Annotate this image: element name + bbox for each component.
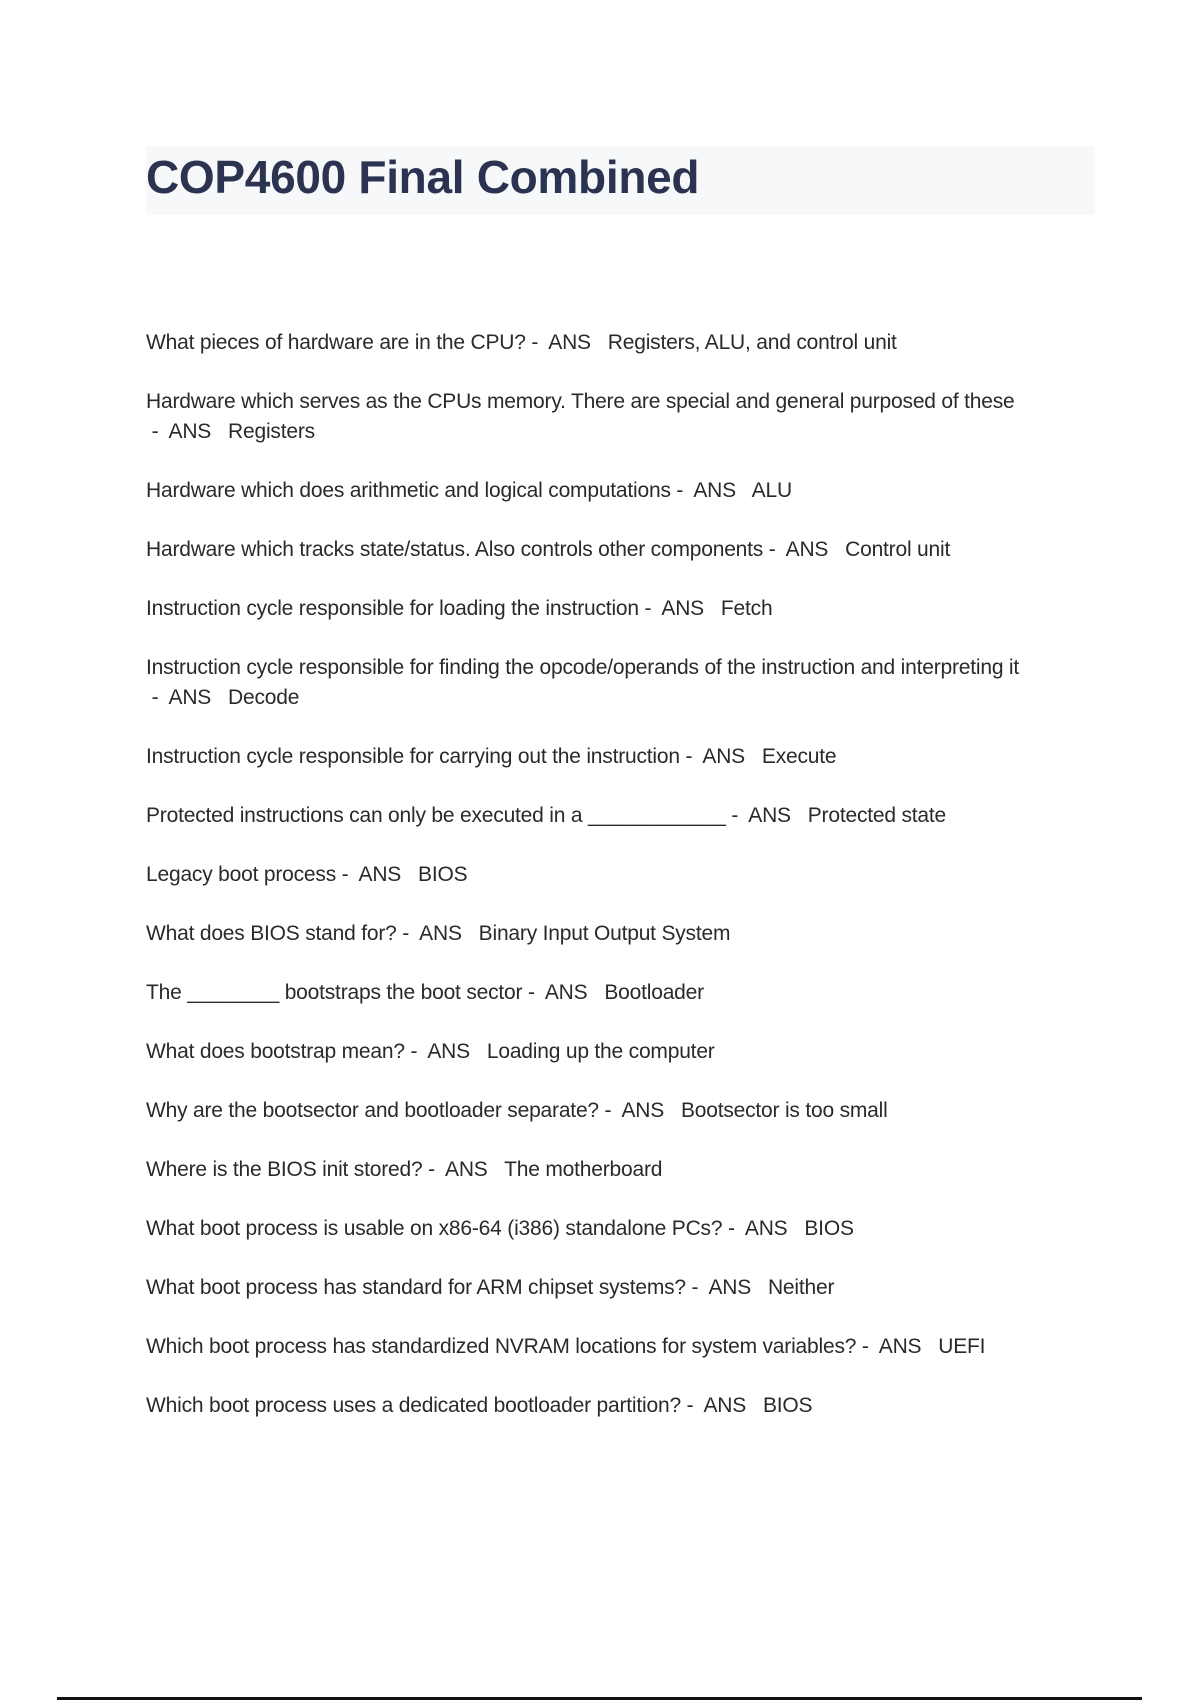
flashcard-item xyxy=(146,1096,1096,1126)
answer-text: Neither xyxy=(767,1276,835,1299)
answer-text: Bootloader xyxy=(604,981,704,1004)
answer-separator: - ANS xyxy=(146,420,229,443)
answer-text: Execute xyxy=(761,745,837,768)
answer-separator: - ANS xyxy=(680,1394,763,1417)
answer-text: Fetch xyxy=(720,597,773,620)
flashcard-item xyxy=(146,860,1096,890)
question-text: What boot process has standard for ARM chipset systems? xyxy=(146,1276,686,1299)
title-banner xyxy=(146,146,1095,215)
answer-text: BIOS xyxy=(418,863,468,886)
answer-separator: - ANS xyxy=(763,538,846,561)
answer-separator: - ANS xyxy=(856,1335,939,1358)
flashcard-item xyxy=(146,919,1096,949)
question-text: The ________ bootstraps the boot sector xyxy=(146,981,523,1004)
answer-text: Bootsector is too small xyxy=(680,1099,888,1122)
flashcard-item xyxy=(146,387,1096,447)
answer-separator: - ANS xyxy=(598,1099,681,1122)
question-text: What boot process is usable on x86-64 (i386) standalone PCs? xyxy=(146,1217,723,1240)
question-text: Hardware which serves as the CPUs memory. There are special and general purposed of these xyxy=(146,390,1015,413)
question-text: Why are the bootsector and bootloader separate? xyxy=(146,1099,599,1122)
answer-text: BIOS xyxy=(762,1394,813,1417)
question-text: Instruction cycle responsible for finding the opcode/operands of the instruction and interpreting it xyxy=(146,656,1020,679)
answer-separator: - ANS xyxy=(396,922,479,945)
answer-separator: - ANS xyxy=(725,804,808,827)
flashcard-item xyxy=(146,653,1096,713)
question-text: Which boot process uses a dedicated bootloader partition? xyxy=(146,1394,681,1417)
question-text: Which boot process has standardized NVRAM locations for system variables? xyxy=(146,1335,857,1358)
answer-text: The motherboard xyxy=(504,1158,663,1181)
answer-text: Binary Input Output System xyxy=(478,922,731,945)
flashcard-item xyxy=(146,328,1096,358)
answer-separator: - ANS xyxy=(679,745,762,768)
flashcard-list xyxy=(146,328,1096,1450)
question-text: What does BIOS stand for? xyxy=(146,922,397,945)
answer-separator: - ANS xyxy=(670,479,752,502)
question-text: Instruction cycle responsible for carrying out the instruction xyxy=(146,745,680,768)
question-text: Protected instructions can only be executed in a ____________ xyxy=(146,804,726,827)
flashcard-item xyxy=(146,978,1096,1008)
answer-separator: - ANS xyxy=(525,331,608,354)
question-text: What does bootstrap mean? xyxy=(146,1040,405,1063)
answer-separator: - ANS xyxy=(422,1158,505,1181)
question-text: Hardware which tracks state/status. Also controls other components xyxy=(146,538,764,561)
flashcard-item xyxy=(146,535,1096,565)
question-text: Where is the BIOS init stored? xyxy=(146,1158,423,1181)
document-title: COP4600 Final Combined xyxy=(146,151,700,203)
answer-text: BIOS xyxy=(804,1217,854,1240)
answer-separator: - ANS xyxy=(404,1040,487,1063)
answer-text: Decode xyxy=(228,686,300,709)
question-text: Legacy boot process xyxy=(146,863,336,886)
question-text: Hardware which does arithmetic and logical computations xyxy=(146,479,671,502)
answer-separator: - ANS xyxy=(722,1217,805,1240)
flashcard-item xyxy=(146,476,1096,506)
flashcard-item xyxy=(146,742,1096,772)
answer-separator: - ANS xyxy=(146,686,229,709)
answer-separator: - ANS xyxy=(638,597,721,620)
answer-separator: - ANS xyxy=(522,981,605,1004)
flashcard-item xyxy=(146,1155,1096,1185)
flashcard-item xyxy=(146,594,1096,624)
flashcard-item xyxy=(146,1332,1096,1362)
flashcard-item xyxy=(146,1391,1096,1421)
question-text: What pieces of hardware are in the CPU? xyxy=(146,331,526,354)
flashcard-item xyxy=(146,1273,1096,1303)
answer-text: ALU xyxy=(751,479,792,502)
answer-separator: - ANS xyxy=(685,1276,768,1299)
flashcard-item xyxy=(146,801,1096,831)
flashcard-item xyxy=(146,1037,1096,1067)
answer-separator: - ANS xyxy=(336,863,419,886)
answer-text: Registers, ALU, and control unit xyxy=(607,331,897,354)
question-text: Instruction cycle responsible for loading the instruction xyxy=(146,597,639,620)
answer-text: Protected state xyxy=(807,804,946,827)
answer-text: Loading up the computer xyxy=(486,1040,715,1063)
answer-text: UEFI xyxy=(938,1335,986,1358)
answer-text: Registers xyxy=(228,420,315,443)
flashcard-item xyxy=(146,1214,1096,1244)
answer-text: Control unit xyxy=(845,538,951,561)
